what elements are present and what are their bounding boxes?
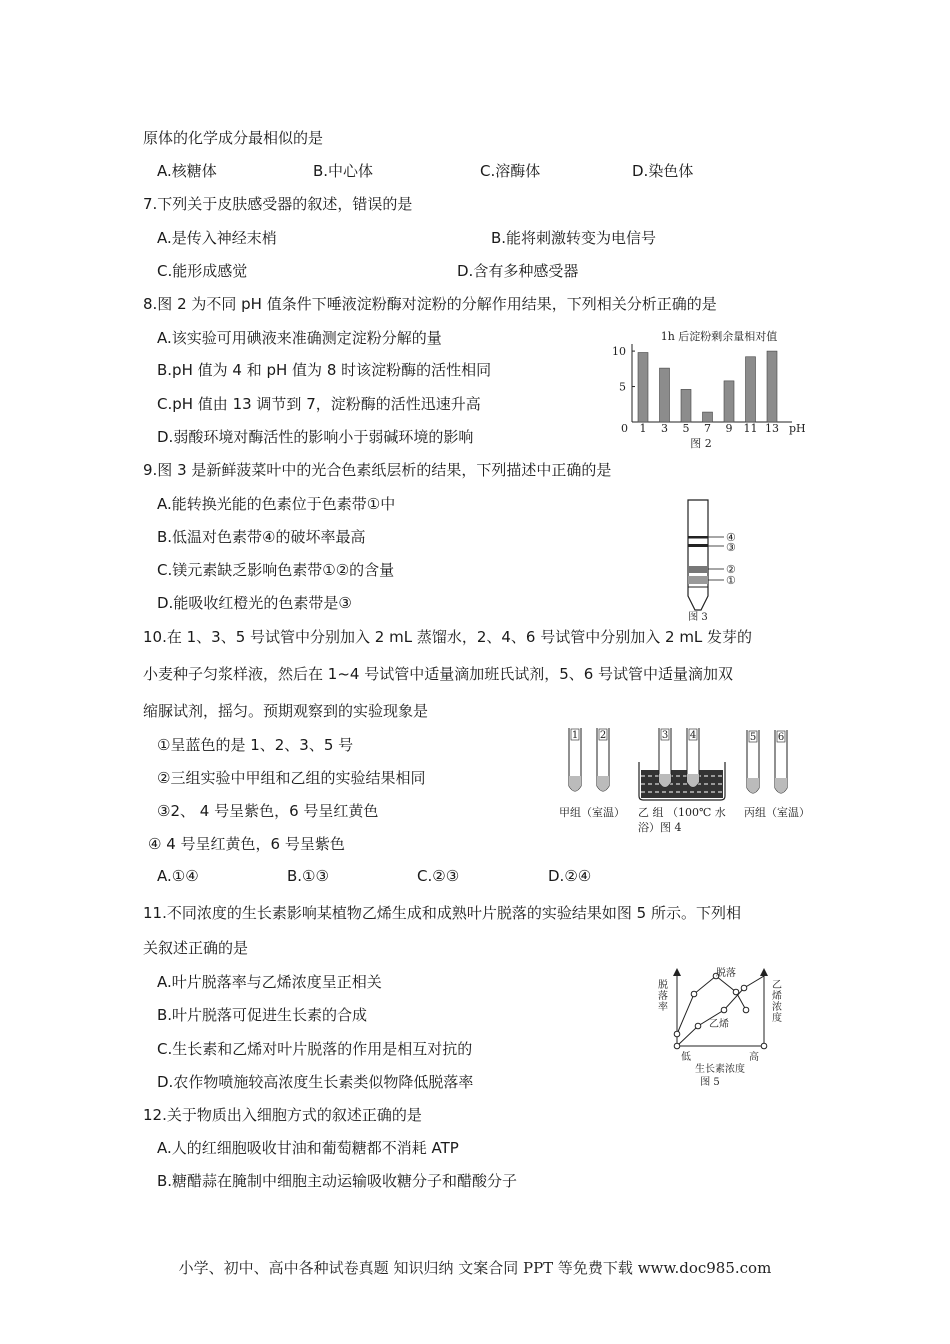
q10-item-2: ②三组实验中甲组和乙组的实验结果相同 (157, 769, 426, 787)
tube-3 (659, 728, 671, 787)
paper-strip (688, 500, 708, 610)
q8-option-b: B.pH 值为 4 和 pH 值为 8 时该淀粉酶的活性相同 (157, 361, 492, 379)
bar-ph-1 (638, 353, 648, 422)
tube-label-4: 4 (689, 730, 697, 741)
q10-stem-line-3: 缩脲试剂，摇匀。预期观察到的实验现象是 (143, 702, 429, 720)
q9-option-d: D.能吸收红橙光的色素带是③ (157, 594, 352, 612)
q11-stem-line-1: 11.不同浓度的生长素影响某植物乙烯生成和成熟叶片脱落的实验结果如图 5 所示。下列相 (143, 904, 741, 922)
q7-option-c: C.能形成感觉 (157, 262, 248, 280)
tube-1 (569, 728, 581, 791)
bar-ph-7 (703, 412, 713, 422)
figure-2-bar-chart (608, 326, 814, 454)
footer-ad[interactable]: 小学、初中、高中各种试卷真题 知识归纳 文案合同 PPT 等免费下载 www.doc985.com (178, 1259, 772, 1277)
curve-label-abscission: 脱落 (716, 968, 736, 979)
q12-option-a: A.人的红细胞吸收甘油和葡萄糖都不消耗 ATP (157, 1139, 459, 1157)
ethylene-curve (677, 976, 764, 1046)
q8-stem: 8.图 2 为不同 pH 值条件下唾液淀粉酶对淀粉的分解作用结果，下列相关分析正确的是 (143, 295, 717, 313)
q11-option-a: A.叶片脱落率与乙烯浓度呈正相关 (157, 973, 382, 991)
q11-stem-line-2: 关叙述正确的是 (143, 939, 249, 957)
q7-option-d: D.含有多种感受器 (457, 262, 579, 280)
curve-label-ethylene: 乙烯 (709, 1019, 729, 1030)
x-tick-label: 3 (661, 422, 668, 435)
right-axis-char-3: 浓 (772, 1002, 782, 1013)
tube-4 (687, 728, 699, 787)
y-tick-label: 5 (619, 380, 626, 394)
q6-stem: 原体的化学成分最相似的是 (143, 129, 324, 147)
band-3 (688, 544, 708, 547)
left-axis-arrow (673, 968, 681, 976)
band-4 (688, 536, 708, 539)
figure-5-curves (654, 964, 794, 1092)
tube-label-6: 6 (777, 732, 785, 743)
left-axis-char-3: 率 (658, 1002, 668, 1013)
q10-stem-line-1: 10.在 1、3、5 号试管中分别加入 2 mL 蒸馏水，2、4、6 号试管中分别加入 2 mL 发芽的 (143, 628, 753, 646)
q7-option-a: A.是传入神经末梢 (157, 229, 277, 247)
q9-option-a: A.能转换光能的色素位于色素带①中 (157, 495, 396, 513)
q12-option-b: B.糖醋蒜在腌制中细胞主动运输吸收糖分子和醋酸分子 (157, 1172, 518, 1190)
q10-option-b: B.①③ (287, 867, 329, 885)
right-axis-char-4: 度 (772, 1013, 782, 1024)
water-bath (639, 762, 725, 800)
figure-3-caption: 图 3 (688, 612, 708, 623)
q8-option-d: D.弱酸环境对酶活性的影响小于弱碱环境的影响 (157, 428, 474, 446)
q9-option-c: C.镁元素缺乏影响色素带①②的含量 (157, 561, 395, 579)
group-label-yi-line2: 浴）图 4 (638, 821, 682, 834)
tube-label-1: 1 (571, 730, 579, 741)
q7-option-b: B.能将刺激转变为电信号 (491, 229, 657, 247)
x-tick-label: 13 (765, 422, 779, 435)
q6-option-b: B.中心体 (313, 162, 374, 180)
band-2 (688, 566, 708, 573)
q10-option-a: A.①④ (157, 867, 199, 885)
q9-stem: 9.图 3 是新鲜菠菜叶中的光合色素纸层析的结果，下列描述中正确的是 (143, 461, 612, 479)
q12-stem: 12.关于物质出入细胞方式的叙述正确的是 (143, 1106, 422, 1124)
band-label-1: ① (726, 574, 736, 587)
q10-stem-line-2: 小麦种子匀浆样液，然后在 1~4 号试管中适量滴加班氏试剂，5、6 号试管中适量滴加双 (143, 665, 734, 683)
x-tick-label: 9 (725, 422, 733, 435)
x-tick-label: 7 (704, 422, 711, 435)
figure-4-test-tubes (555, 724, 820, 836)
bar-ph-11 (746, 357, 756, 422)
q6-option-c: C.溶酶体 (480, 162, 541, 180)
right-axis-char-2: 烯 (772, 991, 782, 1002)
q10-option-c: C.②③ (417, 867, 460, 885)
band-label-2: ② (726, 563, 736, 576)
tube-6 (775, 730, 787, 793)
group-label-bing: 丙组（室温） (744, 806, 810, 819)
q10-item-3: ③2、 4 号呈紫色，6 号呈红黄色 (157, 802, 379, 820)
band-1 (688, 576, 708, 584)
tube-label-3: 3 (661, 730, 669, 741)
bar-ph-13 (767, 351, 777, 422)
q8-option-c: C.pH 值由 13 调节到 7，淀粉酶的活性迅速升高 (157, 395, 481, 413)
band-label-4: ④ (726, 531, 736, 544)
left-axis-char-1: 脱 (658, 980, 668, 991)
x-low-label: 低 (681, 1052, 691, 1063)
q10-option-d: D.②④ (548, 867, 592, 885)
q11-option-d: D.农作物喷施较高浓度生长素类似物降低脱落率 (157, 1073, 474, 1091)
tube-5 (747, 730, 759, 793)
chart-caption: 图 2 (690, 437, 712, 450)
bar-ph-5 (681, 389, 691, 422)
q9-option-b: B.低温对色素带④的破坏率最高 (157, 528, 366, 546)
q10-item-1: ①呈蓝色的是 1、2、3、5 号 (157, 736, 354, 754)
q11-option-c: C.生长素和乙烯对叶片脱落的作用是相互对抗的 (157, 1040, 473, 1058)
group-label-jia: 甲组（室温） (559, 806, 625, 819)
group-label-yi: 乙 组 （100℃ 水 (638, 806, 726, 819)
bar-ph-9 (724, 381, 734, 422)
tube-label-2: 2 (599, 730, 607, 741)
chart-title: 1h 后淀粉剩余量相对值 (660, 330, 778, 343)
y-tick-label: 0 (621, 422, 628, 435)
q6-option-d: D.染色体 (632, 162, 694, 180)
tube-label-5: 5 (749, 732, 757, 743)
x-tick-label: 5 (682, 422, 690, 435)
q11-option-b: B.叶片脱落可促进生长素的合成 (157, 1006, 368, 1024)
left-axis-char-2: 落 (658, 991, 668, 1002)
right-axis-arrow (760, 968, 768, 976)
bar-ph-3 (660, 368, 670, 422)
x-tick-label: 11 (743, 422, 758, 435)
x-axis-label: pH (789, 422, 806, 435)
x-axis-label: 生长素浓度 (695, 1064, 745, 1075)
q10-item-4: ④ 4 号呈红黄色，6 号呈紫色 (148, 835, 345, 853)
y-tick-label: 10 (612, 345, 626, 359)
x-high-label: 高 (749, 1052, 759, 1063)
figure-5-caption: 图 5 (700, 1077, 720, 1088)
q7-stem: 7.下列关于皮肤感受器的叙述，错误的是 (143, 195, 413, 213)
figure-3-chromatography (676, 496, 756, 624)
q6-option-a: A.核糖体 (157, 162, 217, 180)
q8-option-a: A.该实验可用碘液来准确测定淀粉分解的量 (157, 329, 442, 347)
right-axis-char-1: 乙 (772, 980, 782, 991)
band-label-3: ③ (726, 541, 736, 554)
x-tick-label: 1 (639, 422, 647, 435)
tube-2 (597, 728, 609, 791)
